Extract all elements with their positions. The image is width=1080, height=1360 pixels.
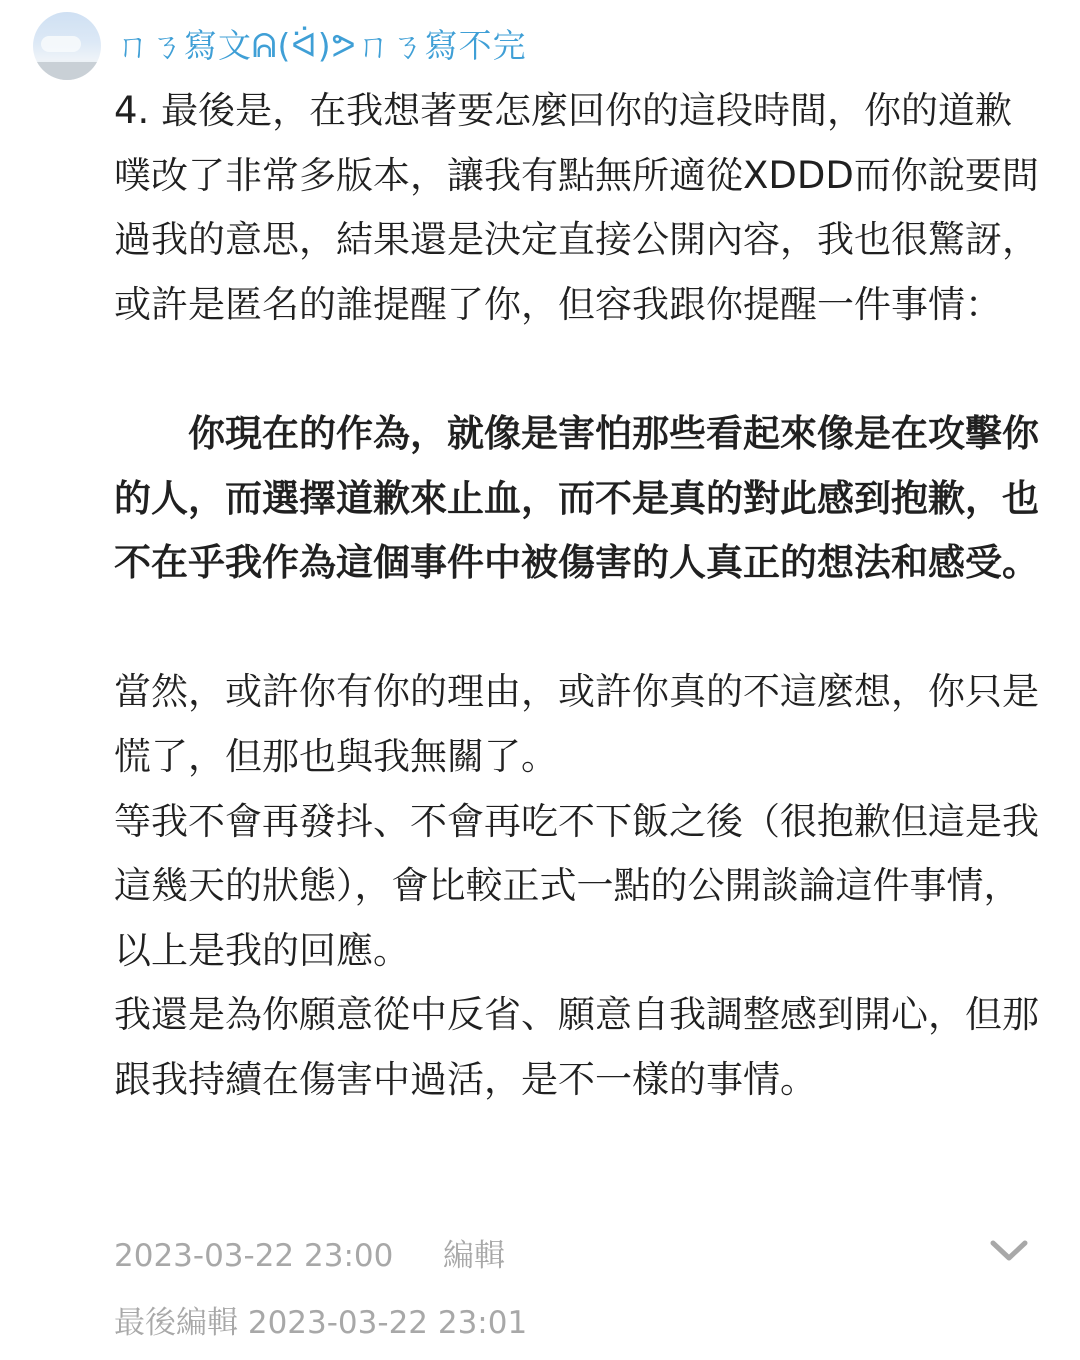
- post-paragraph: 當然，或許你有你的理由，或許你真的不這麼想，你只是慌了，但那也與我無關了。: [114, 670, 1039, 778]
- avatar-horizon: [33, 62, 101, 80]
- last-edited-label: 最後編輯 2023-03-22 23:01: [114, 1305, 528, 1341]
- post-paragraph-emphasis: 你現在的作為，就像是害怕那些看起來像是在攻擊你的人，而選擇道歉來止血，而不是真的對此感到抱歉，也不在乎我作為這個事件中被傷害的人真正的想法和感受。: [114, 411, 1039, 585]
- paragraph-spacer: [114, 596, 1044, 661]
- post-timestamp: 2023-03-22 23:00: [114, 1238, 394, 1274]
- edit-button[interactable]: 編輯: [443, 1238, 505, 1274]
- post-content: [114, 79, 1044, 1113]
- post-paragraph: 我還是為你願意從中反省、願意自我調整感到開心，但那跟我持續在傷害中過活，是不一樣的事情。: [114, 993, 1039, 1101]
- paragraph-spacer: [114, 337, 1044, 402]
- chevron-down-icon[interactable]: [988, 1236, 1030, 1266]
- avatar[interactable]: [33, 12, 101, 80]
- avatar-cloud: [41, 36, 81, 52]
- post-paragraph: 4. 最後是，在我想著要怎麼回你的這段時間，你的道歉噗改了非常多版本，讓我有點無所適從XDDD而你說要問過我的意思，結果還是決定直接公開內容，我也很驚訝，或許是匿名的誰提醒了你，但容我跟你提醒一件事情：: [114, 89, 1039, 326]
- author-name[interactable]: ㄇㄋ寫文ᕱ(ᐛ)ᕗㄇㄋ寫不完: [116, 26, 527, 65]
- post-paragraph: 等我不會再發抖、不會再吃不下飯之後（很抱歉但這是我這幾天的狀態），會比較正式一點的公開談論這件事情，以上是我的回應。: [114, 799, 1039, 972]
